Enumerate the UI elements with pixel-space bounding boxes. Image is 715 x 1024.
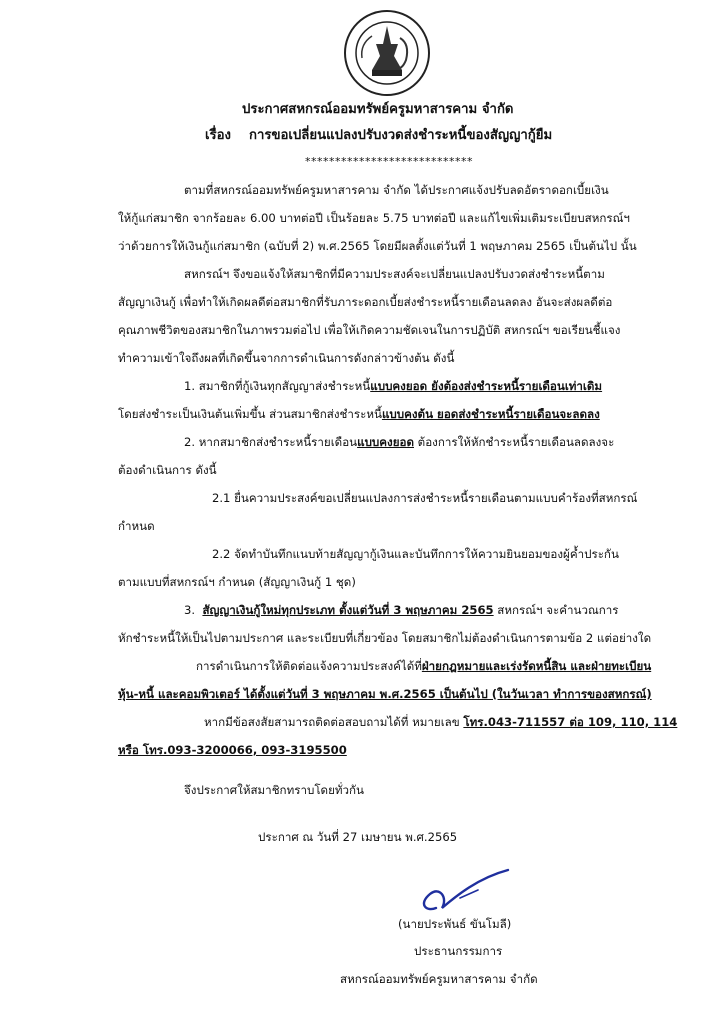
item-2-text: 2. หากสมาชิกส่งชำระหนี้รายเดือน bbox=[184, 435, 358, 449]
paragraph-line: ว่าด้วยการให้เงินกู้แก่สมาชิก (ฉบับที่ 2) พ.ศ.2565 โดยมีผลตั้งแต่วันที่ 1 พฤษภาคม 2565 เป็นต้นไป นั้น bbox=[118, 239, 637, 253]
subject-text: การขอเปลี่ยนแปลงปรับงวดส่งชำระหนี้ของสัญญากู้ยืม bbox=[249, 128, 553, 143]
item-1-text: 1. สมาชิกที่กู้เงินทุกสัญญาส่งชำระหนี้ bbox=[184, 379, 371, 393]
announcement-date: ประกาศ ณ วันที่ 27 เมษายน พ.ศ.2565 bbox=[258, 830, 458, 844]
closing-text: จึงประกาศให้สมาชิกทราบโดยทั่วกัน bbox=[184, 783, 364, 797]
item-3-text: สหกรณ์ฯ จะคำนวณการ bbox=[493, 603, 619, 617]
contact-emphasis: หุ้น-หนี้ และคอมพิวเตอร์ ได้ตั้งแต่วันที่ 3 พฤษภาคม พ.ศ.2565 เป็นต้นไป (ในวันเวลา ทำการของสหกรณ์) bbox=[118, 687, 652, 701]
contact-text: การดำเนินการให้ติดต่อแจ้งความประสงค์ได้ที่ bbox=[196, 659, 422, 673]
paragraph-line: สัญญาเงินกู้ เพื่อทำให้เกิดผลดีต่อสมาชิกที่รับภาระดอกเบี้ยส่งชำระหนี้รายเดือนลดลง อันจะส่งผลดีต่อ bbox=[118, 295, 613, 309]
contact-line bbox=[196, 659, 651, 673]
contact-emphasis: ฝ่ายกฎหมายและเร่งรัดหนี้สิน และฝ่ายทะเบียน bbox=[421, 659, 652, 673]
subject-label: เรื่อง bbox=[205, 128, 231, 143]
item-1-line bbox=[118, 407, 600, 421]
paragraph-line: คุณภาพชีวิตของสมาชิกในภาพรวมต่อไป เพื่อให้เกิดความชัดเจนในการปฏิบัติ สหกรณ์ฯ ขอเรียนชี้แจง bbox=[118, 323, 621, 337]
signatory-title: ประธานกรรมการ bbox=[414, 944, 503, 958]
star-divider: **************************** bbox=[305, 155, 473, 168]
phone-numbers: หรือ โทร.093-3200066, 093-3195500 bbox=[118, 743, 347, 757]
phone-numbers: โทร.043-711557 ต่อ 109, 110, 114 bbox=[463, 715, 678, 729]
item-2-1-line: กำหนด bbox=[118, 519, 155, 533]
item-2-2-line: ตามแบบที่สหกรณ์ฯ กำหนด (สัญญาเงินกู้ 1 ชุด) bbox=[118, 575, 356, 589]
item-2-1-line: 2.1 ยื่นความประสงค์ขอเปลี่ยนแปลงการส่งชำระหนี้รายเดือนตามแบบคำร้องที่สหกรณ์ bbox=[212, 491, 638, 505]
cooperative-seal-logo bbox=[342, 8, 432, 98]
item-2-line bbox=[184, 435, 614, 449]
item-3-line: หักชำระหนี้ให้เป็นไปตามประกาศ และระเบียบที่เกี่ยวข้อง โดยสมาชิกไม่ต้องดำเนินการตามข้อ 2 แต่อย่างใด bbox=[118, 631, 652, 645]
item-2-2-line: 2.2 จัดทำบันทึกแนบท้ายสัญญากู้เงินและบันทึกการให้ความยินยอมของผู้ค้ำประกัน bbox=[212, 547, 619, 561]
item-2-text: ต้องการให้หักชำระหนี้รายเดือนลดลงจะ bbox=[414, 435, 615, 449]
item-3-number: 3. bbox=[184, 603, 196, 617]
phone-line bbox=[204, 715, 677, 729]
item-2-emphasis: แบบคงยอด bbox=[357, 435, 414, 449]
phone-text: หากมีข้อสงสัยสามารถติดต่อสอบถามได้ที่ หมายเลข bbox=[204, 715, 460, 729]
paragraph-line: ตามที่สหกรณ์ออมทรัพย์ครูมหาสารคาม จำกัด ได้ประกาศแจ้งปรับลดอัตราดอกเบี้ยเงิน bbox=[184, 183, 609, 197]
item-3-line bbox=[184, 603, 618, 617]
signature-scribble bbox=[408, 868, 518, 918]
signatory-name: (นายประพันธ์ ขันโมลี) bbox=[398, 917, 512, 931]
item-1-emphasis: แบบคงยอด ยังต้องส่งชำระหนี้รายเดือนเท่าเดิม bbox=[370, 379, 603, 393]
item-2-line: ต้องดำเนินการ ดังนี้ bbox=[118, 463, 217, 477]
signatory-organization: สหกรณ์ออมทรัพย์ครูมหาสารคาม จำกัด bbox=[340, 972, 538, 986]
item-3-emphasis: สัญญาเงินกู้ใหม่ทุกประเภท ตั้งแต่วันที่ 3 พฤษภาคม 2565 bbox=[202, 603, 494, 617]
paragraph-line: สหกรณ์ฯ จึงขอแจ้งให้สมาชิกที่มีความประสงค์จะเปลี่ยนแปลงปรับงวดส่งชำระหนี้ตาม bbox=[184, 267, 605, 281]
paragraph-line: ให้กู้แก่สมาชิก จากร้อยละ 6.00 บาทต่อปี เป็นร้อยละ 5.75 บาทต่อปี และแก้ไขเพิ่มเติมระเบียบสหกรณ์ฯ bbox=[118, 211, 630, 225]
paragraph-line: ทำความเข้าใจถึงผลที่เกิดขึ้นจากการดำเนินการดังกล่าวข้างต้น ดังนี้ bbox=[118, 351, 455, 365]
item-1-emphasis: แบบคงต้น ยอดส่งชำระหนี้รายเดือนจะลดลง bbox=[381, 407, 600, 421]
item-1-text: โดยส่งชำระเป็นเงินต้นเพิ่มขึ้น ส่วนสมาชิกส่งชำระหนี้ bbox=[118, 407, 382, 421]
item-1-line bbox=[184, 379, 602, 393]
announcement-title: ประกาศสหกรณ์ออมทรัพย์ครูมหาสารคาม จำกัด bbox=[242, 102, 514, 117]
